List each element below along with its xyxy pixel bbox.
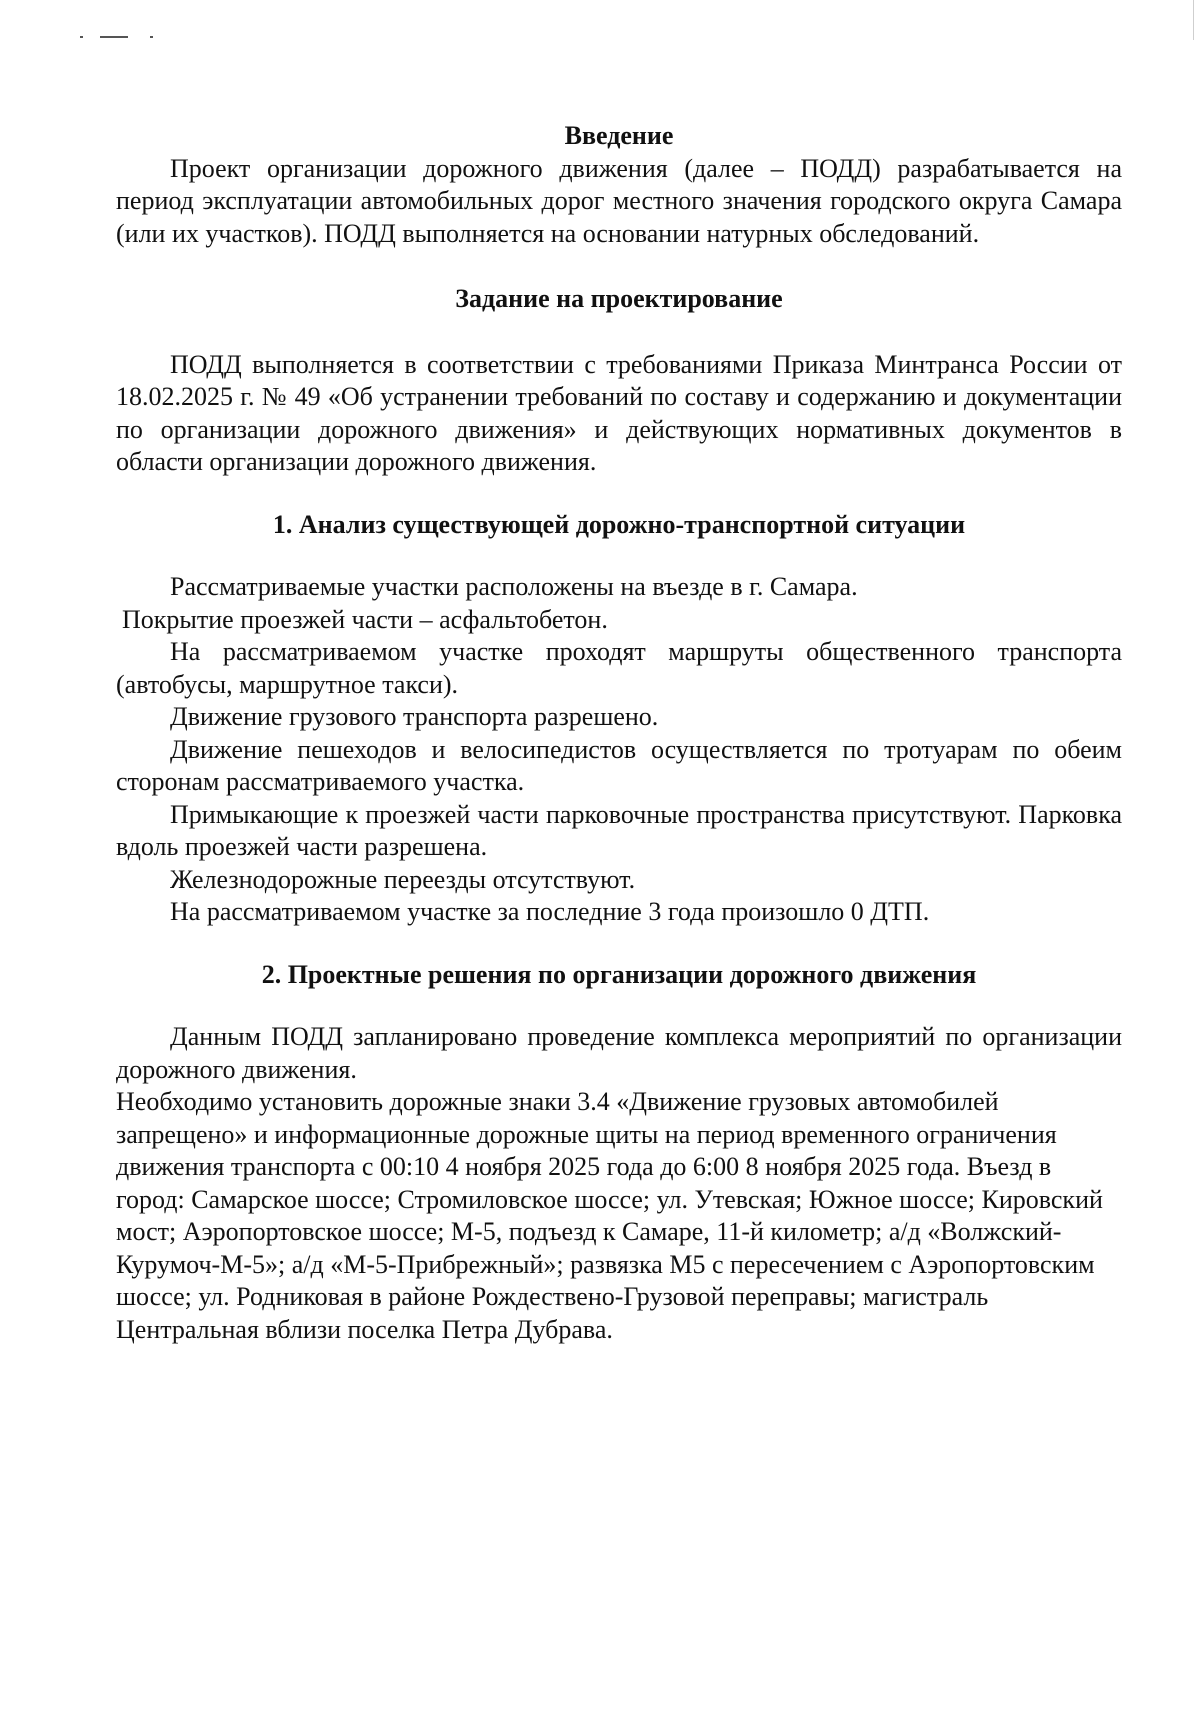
intro-paragraph: Проект организации дорожного движения (далее – ПОДД) разрабатывается на период эксплуатации автомобильных дорог местного значения городского округа Самара (или их участков). ПОДД выполняется на основании натурных обследований. bbox=[116, 153, 1122, 248]
section1-heading: 1. Анализ существующей дорожно-транспортной ситуации bbox=[272, 509, 966, 539]
section1-paragraph-1: Рассматриваемые участки расположены на въезде в г. Самара. bbox=[170, 572, 858, 601]
document-body bbox=[116, 120, 1122, 1346]
assignment-heading: Задание на проектирование bbox=[455, 284, 783, 313]
intro-heading: Введение bbox=[564, 121, 674, 150]
section1-paragraph-4: Движение грузового транспорта разрешено. bbox=[170, 702, 659, 731]
scan-artifact-dot bbox=[150, 36, 153, 38]
section1-paragraph-5: Движение пешеходов и велосипедистов осуществляется по тротуарам по обеим сторонам рассматриваемого участка. bbox=[116, 734, 1122, 796]
section2-heading: 2. Проектные решения по организации дорожного движения bbox=[261, 959, 977, 989]
section1-paragraph-8: На рассматриваемом участке за последние 3 года произошло 0 ДТП. bbox=[170, 897, 930, 926]
section2-paragraph-2: Необходимо установить дорожные знаки 3.4 «Движение грузовых автомобилей запрещено» и информационные дорожные щиты на период временного ограничения движения транспорта с 00:10 4 ноября 2025 года до 6:00 8 ноября 2025 года. Въезд в город: Самарское шоссе; Стромиловское шоссе; ул. Утевская; Южное шоссе; Кировский мост; Аэропортовское шоссе; М-5, подъезд к Самаре, 11-й километр; а/д «Волжский-Курумоч-М-5»; а/д «М-5-Прибрежный»; развязка М5 с пересечением с Аэропортовским шоссе; ул. Родниковая в районе Рождествено-Грузовой переправы; магистраль Центральная вблизи поселка Петра Дубрава. bbox=[116, 1087, 1103, 1344]
section1-paragraph-3: На рассматриваемом участке проходят маршруты общественного транспорта (автобусы, маршрутное такси). bbox=[116, 637, 1122, 699]
scan-artifact-edge bbox=[1193, 0, 1194, 40]
section1-paragraph-6: Примыкающие к проезжей части парковочные пространства присутствуют. Парковка вдоль проезжей части разрешена. bbox=[116, 799, 1122, 861]
scan-artifact-dash bbox=[100, 36, 128, 38]
section1-paragraph-7: Железнодорожные переезды отсутствуют. bbox=[170, 864, 636, 894]
assignment-paragraph: ПОДД выполняется в соответствии с требованиями Приказа Минтранса России от 18.02.2025 г. № 49 «Об устранении требований по составу и содержанию и документации по организации дорожного движения» и действующих нормативных документов в области организации дорожного движения. bbox=[116, 349, 1122, 476]
section2-paragraph-1: Данным ПОДД запланировано проведение комплекса мероприятий по организации дорожного движения. bbox=[116, 1022, 1122, 1084]
section1-paragraph-2: Покрытие проезжей части – асфальтобетон. bbox=[122, 604, 608, 634]
scan-artifact-mark bbox=[80, 36, 83, 38]
